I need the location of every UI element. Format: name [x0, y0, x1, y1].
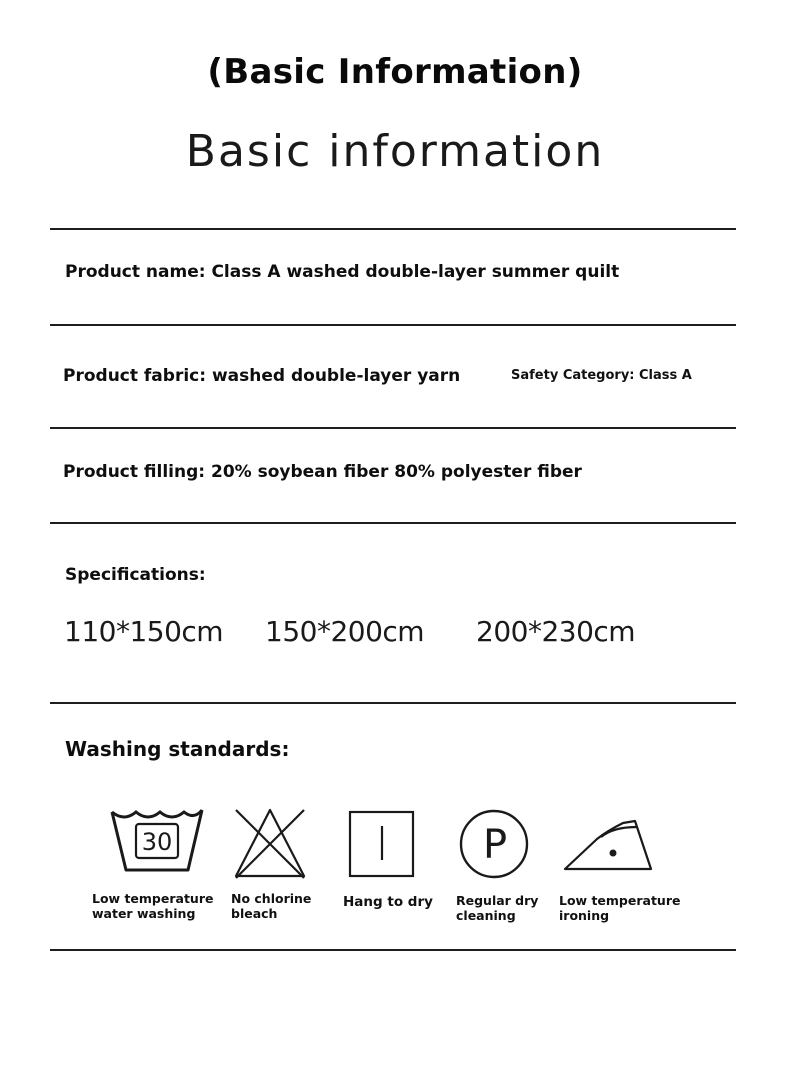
iron-low-temp-icon	[561, 815, 655, 875]
product-filling: Product filling: 20% soybean fiber 80% polyester fiber	[63, 462, 582, 482]
care-label: No chlorine bleach	[231, 891, 312, 921]
dry-clean-p-icon	[458, 808, 532, 882]
care-label: Low temperature ironing	[559, 893, 681, 923]
svg-text:P: P	[482, 822, 508, 868]
divider	[50, 949, 736, 951]
section-heading: Basic information	[185, 126, 605, 177]
product-fabric: Product fabric: washed double-layer yarn	[63, 366, 461, 386]
svg-text:30: 30	[141, 828, 173, 856]
specifications-label: Specifications:	[65, 565, 206, 585]
no-chlorine-bleach-icon	[232, 806, 308, 880]
product-name: Product name: Class A washed double-layer summer quilt	[65, 262, 620, 282]
care-label: Low temperature water washing	[92, 891, 214, 921]
spec-size: 110*150cm	[64, 615, 224, 648]
divider	[50, 324, 736, 326]
divider	[50, 228, 736, 230]
divider	[50, 702, 736, 704]
wash-tub-30-icon	[108, 806, 206, 876]
washing-standards-label: Washing standards:	[65, 737, 290, 761]
divider	[50, 427, 736, 429]
care-label: Regular dry cleaning	[456, 893, 539, 923]
divider	[50, 522, 736, 524]
hang-dry-icon	[348, 810, 416, 880]
care-label: Hang to dry	[343, 894, 433, 910]
spec-size: 200*230cm	[476, 615, 636, 648]
safety-category: Safety Category: Class A	[511, 368, 692, 383]
spec-size: 150*200cm	[265, 615, 425, 648]
page-title: (Basic Information)	[207, 52, 583, 92]
